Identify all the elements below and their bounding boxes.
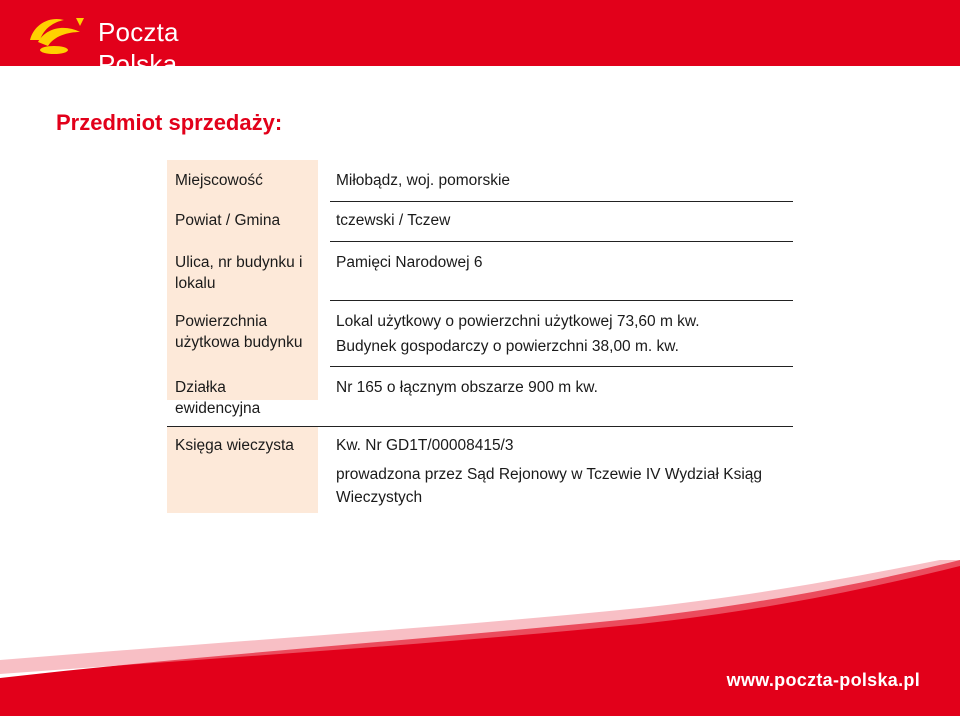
value-powiat-gmina: tczewski / Tczew <box>336 212 451 229</box>
footer-website-link[interactable]: www.poczta-polska.pl <box>726 670 920 690</box>
value-ksiega-sad-cont: Wieczystych <box>336 489 423 506</box>
page-title: Przedmiot sprzedaży: <box>56 110 283 135</box>
header-bar <box>0 0 960 79</box>
brand-logo[interactable] <box>24 10 264 79</box>
value-powierzchnia-budynek: Budynek gospodarczy o powierzchni 38,00 m. kw. <box>336 338 679 355</box>
value-dzialka: Nr 165 o łącznym obszarze 900 m kw. <box>336 379 598 396</box>
row-divider <box>330 241 793 242</box>
value-miejscowosc: Miłobądz, woj. pomorskie <box>336 172 511 189</box>
value-ulica: Pamięci Narodowej 6 <box>336 254 483 271</box>
poczta-polska-horn-logo-icon <box>24 10 94 56</box>
label-ksiega: Księga wieczysta <box>175 437 294 454</box>
label-ulica: Ulica, nr budynku i lokalu <box>175 254 303 292</box>
value-ksiega-sad: prowadzona przez Sąd Rejonowy w Tczewie IV Wydział Ksiąg <box>336 466 763 483</box>
brand-name: Poczta Polska <box>98 17 179 79</box>
value-powierzchnia-lokal: Lokal użytkowy o powierzchni użytkowej 73,60 m kw. <box>336 313 700 330</box>
label-powierzchnia: Powierzchnia użytkowa budynku <box>175 313 303 351</box>
row-divider <box>330 366 793 367</box>
label-miejscowosc: Miejscowość <box>175 172 263 189</box>
label-powiat-gmina: Powiat / Gmina <box>175 212 281 229</box>
section-divider <box>167 426 793 427</box>
label-dzialka: Działka ewidencyjna <box>175 379 261 417</box>
value-ksiega-numer: Kw. Nr GD1T/00008415/3 <box>336 437 514 454</box>
row-divider <box>330 300 793 301</box>
footer-wave <box>0 560 960 716</box>
row-divider <box>330 201 793 202</box>
